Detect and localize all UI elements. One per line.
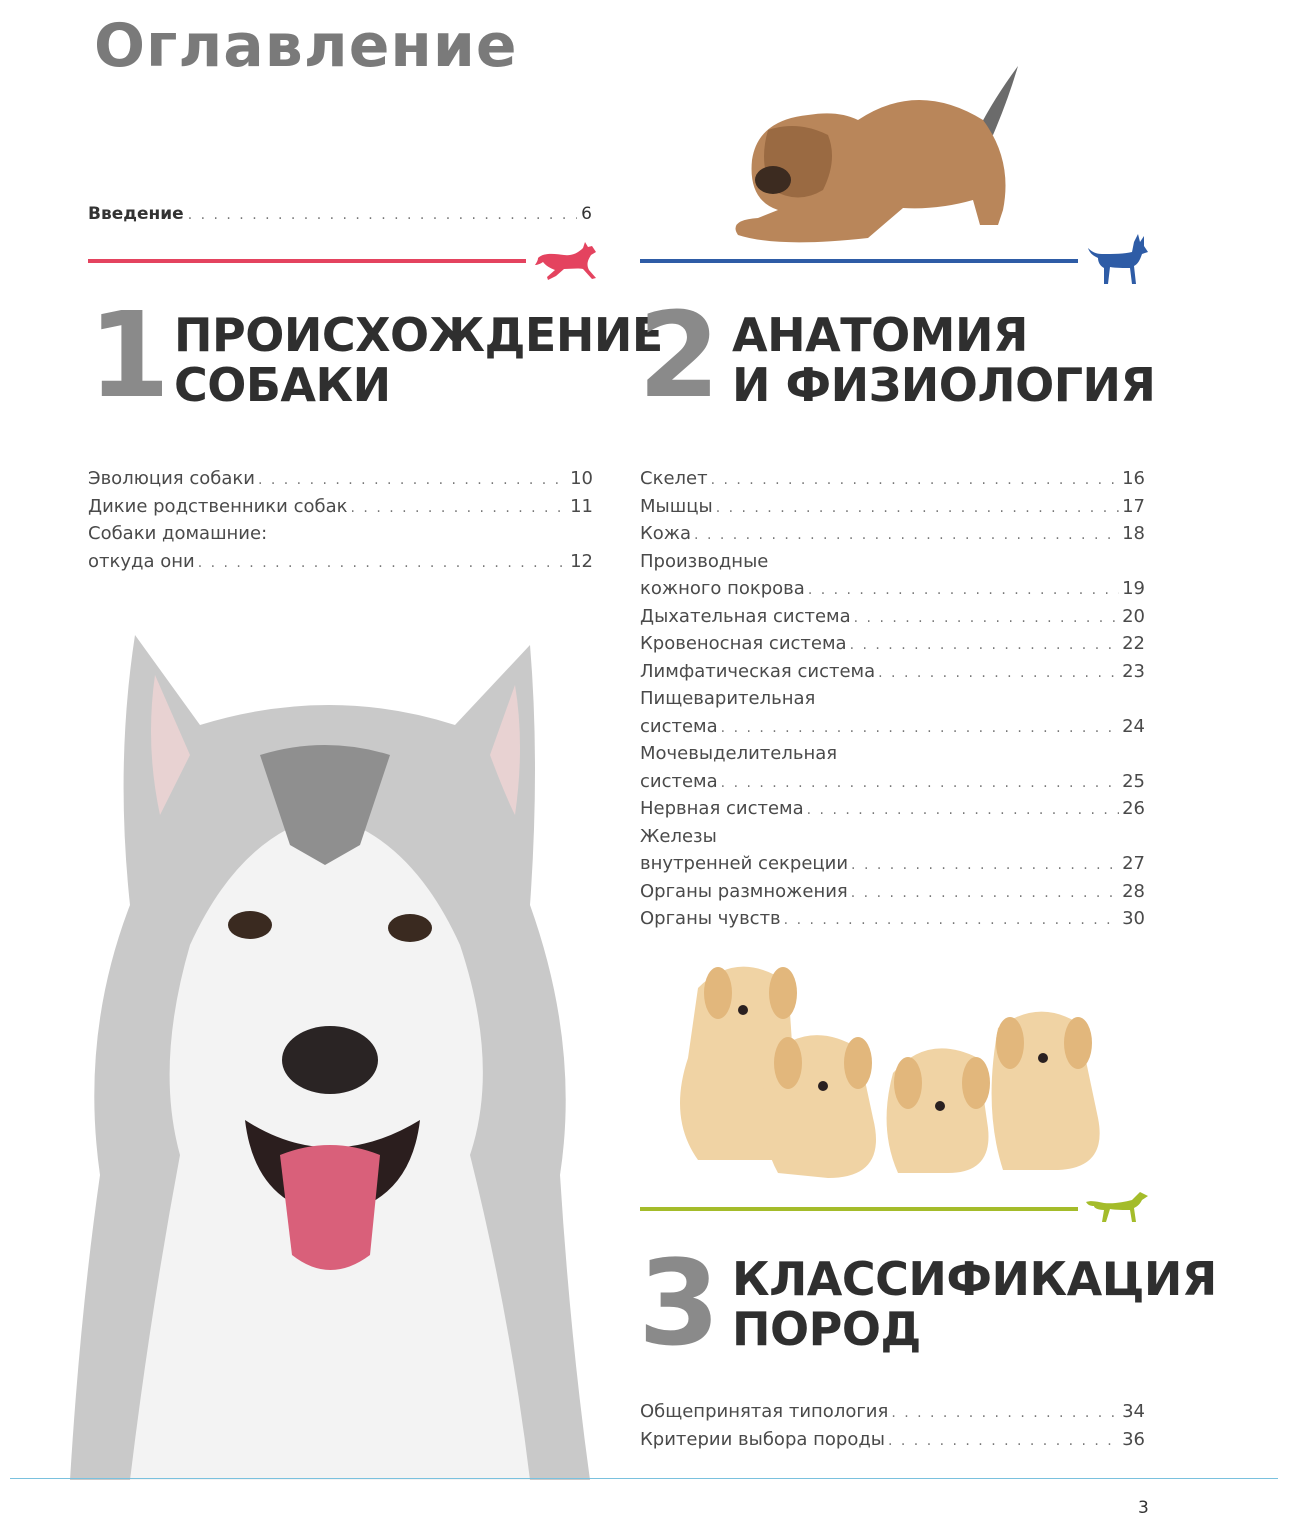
- leader-dots: [808, 577, 1119, 605]
- leader-dots: [198, 550, 567, 578]
- toc-entry-label: система: [640, 770, 718, 792]
- leader-dots: [784, 907, 1119, 935]
- toc-entry-page: 16: [1122, 468, 1145, 489]
- chapter-1-toc: [88, 465, 593, 575]
- toc-entry-label: Эволюция собаки: [88, 468, 255, 489]
- toc-entry-label: система: [640, 715, 718, 737]
- toc-entry-page: 10: [570, 468, 593, 489]
- toc-entry-label: Собаки домашние:: [88, 523, 268, 544]
- chapter-title-line: КЛАССИФИКАЦИЯ: [732, 1252, 1217, 1306]
- toc-entry[interactable]: [640, 575, 1145, 603]
- toc-entry[interactable]: [640, 713, 1145, 741]
- chapter-1-title[interactable]: [174, 310, 663, 410]
- toc-entry-page: 34: [1122, 1401, 1145, 1422]
- leader-dots: [807, 797, 1119, 825]
- chapter-1-rule: [88, 259, 526, 263]
- chapter-2-number: 2: [638, 286, 721, 424]
- toc-entry-label: Дыхательная система: [640, 605, 851, 627]
- toc-entry[interactable]: [640, 603, 1145, 631]
- toc-entry-page: 36: [1122, 1428, 1145, 1450]
- toc-entry-label: Лимфатическая система: [640, 660, 876, 682]
- chapter-2-title[interactable]: [732, 310, 1155, 410]
- toc-entry[interactable]: [640, 905, 1145, 933]
- toc-entry[interactable]: [88, 493, 593, 521]
- leader-dots: [888, 1428, 1119, 1456]
- toc-entry-label: откуда они: [88, 550, 195, 572]
- leader-dots: [258, 467, 567, 495]
- toc-entry-label: Критерии выбора породы: [640, 1428, 885, 1450]
- chapter-1-number: 1: [88, 286, 171, 424]
- footer-rule: [10, 1478, 1278, 1479]
- toc-entry[interactable]: [640, 795, 1145, 823]
- toc-entry[interactable]: [640, 740, 1145, 768]
- toc-entry[interactable]: [640, 823, 1145, 851]
- toc-entry-page: 30: [1122, 908, 1145, 929]
- leader-dots: [851, 852, 1119, 880]
- toc-entry-label: Введение: [88, 204, 184, 224]
- toc-entry-label: Железы: [640, 825, 717, 847]
- toc-entry-label: внутренней секреции: [640, 853, 849, 874]
- chapter-title-line: АНАТОМИЯ: [732, 308, 1028, 362]
- toc-entry[interactable]: [640, 768, 1145, 796]
- shar-pei-puppy-photo: [718, 60, 1024, 248]
- toc-entry-label: Кровеносная система: [640, 633, 847, 654]
- toc-entry-page: 19: [1122, 578, 1145, 599]
- chapter-3-title[interactable]: [732, 1254, 1217, 1354]
- toc-entry-label: Мочевыделительная: [640, 743, 838, 764]
- toc-entry-introduction[interactable]: [88, 204, 592, 224]
- toc-entry-label: Нервная система: [640, 798, 804, 819]
- toc-entry-page: 25: [1122, 770, 1145, 792]
- page-number: 3: [1138, 1498, 1149, 1518]
- toc-entry-page: 23: [1122, 660, 1145, 682]
- toc-entry-label: Общепринятая типология: [640, 1401, 889, 1422]
- toc-entry[interactable]: [640, 658, 1145, 686]
- leader-dots: [351, 495, 568, 523]
- toc-entry-page: 20: [1122, 605, 1145, 627]
- toc-entry-label: Пищеварительная: [640, 688, 816, 709]
- chapter-3-rule: [640, 1207, 1078, 1211]
- toc-entry[interactable]: [640, 465, 1145, 493]
- toc-entry-label: Органы чувств: [640, 908, 781, 929]
- leader-dots: [716, 495, 1119, 523]
- toc-entry[interactable]: [88, 548, 593, 576]
- toc-entry-label: Производные: [640, 550, 769, 572]
- toc-entry-label: Скелет: [640, 468, 708, 489]
- page-title: Оглавление: [94, 11, 518, 81]
- toc-entry[interactable]: [88, 520, 593, 548]
- running-dog-icon: [534, 238, 600, 282]
- chapter-2-toc: [640, 465, 1145, 933]
- toc-entry[interactable]: [640, 630, 1145, 658]
- golden-retriever-puppies-photo: [658, 948, 1118, 1178]
- pointer-dog-icon: [1084, 1188, 1150, 1224]
- chapter-title-line: И ФИЗИОЛОГИЯ: [732, 358, 1156, 412]
- toc-entry-page: 28: [1122, 880, 1145, 902]
- leader-dots: [891, 1400, 1119, 1428]
- leader-dots: [851, 880, 1119, 908]
- toc-entry[interactable]: [640, 1426, 1145, 1454]
- leader-dots: [721, 715, 1119, 743]
- toc-entry[interactable]: [640, 548, 1145, 576]
- leader-dots: [878, 660, 1119, 688]
- toc-entry-label: Органы размножения: [640, 880, 848, 902]
- toc-entry-page: 18: [1122, 523, 1145, 544]
- toc-entry[interactable]: [640, 685, 1145, 713]
- toc-entry-page: 6: [581, 204, 592, 224]
- leader-dots: [721, 770, 1119, 798]
- toc-entry[interactable]: [640, 878, 1145, 906]
- toc-entry-page: 11: [570, 495, 593, 517]
- chapter-title-line: ПОРОД: [732, 1302, 921, 1356]
- standing-dog-icon: [1086, 232, 1150, 286]
- toc-entry[interactable]: [640, 520, 1145, 548]
- husky-photo: [60, 615, 600, 1480]
- leader-dots: [711, 467, 1120, 495]
- toc-entry-label: кожного покрова: [640, 578, 805, 599]
- toc-entry-page: 27: [1122, 853, 1145, 874]
- toc-entry-label: Мышцы: [640, 495, 713, 517]
- toc-entry[interactable]: [640, 850, 1145, 878]
- leader-dots: [188, 207, 577, 223]
- toc-entry-page: 12: [570, 550, 593, 572]
- toc-entry-label: Кожа: [640, 523, 692, 544]
- toc-entry[interactable]: [88, 465, 593, 493]
- toc-entry-page: 26: [1122, 798, 1145, 819]
- chapter-3-toc: [640, 1398, 1145, 1453]
- chapter-3-number: 3: [638, 1234, 721, 1372]
- toc-entry-page: 24: [1122, 715, 1145, 737]
- toc-entry-label: Дикие родственники собак: [88, 495, 348, 517]
- leader-dots: [854, 605, 1119, 633]
- toc-entry[interactable]: [640, 1398, 1145, 1426]
- chapter-2-rule: [640, 259, 1078, 263]
- toc-entry[interactable]: [640, 493, 1145, 521]
- toc-entry-page: 22: [1122, 633, 1145, 654]
- leader-dots: [694, 522, 1119, 550]
- leader-dots: [850, 632, 1120, 660]
- chapter-title-line: ПРОИСХОЖДЕНИЕ: [174, 308, 663, 362]
- chapter-title-line: СОБАКИ: [174, 358, 391, 412]
- toc-entry-page: 17: [1122, 495, 1145, 517]
